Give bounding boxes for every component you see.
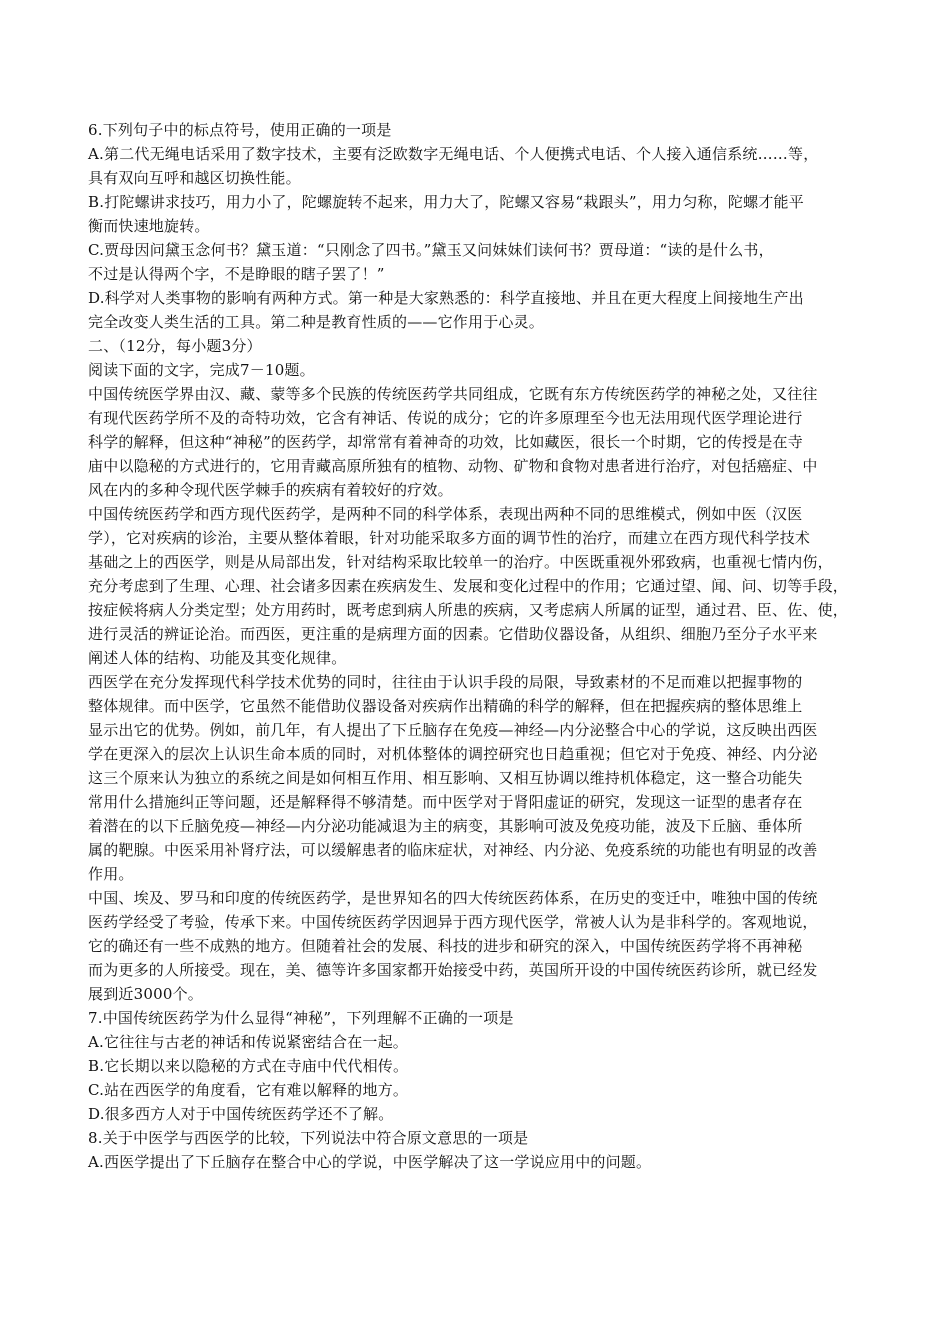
question-8 — [88, 1126, 874, 1174]
paragraph-line: 展到近3000个。 — [88, 985, 203, 1003]
paragraph-line: 医药学经受了考验，传承下来。中国传统医药学因迥异于西方现代医学，常被人认为是非科学的。客观地说， — [88, 913, 818, 931]
paragraph-line: 西医学在充分发挥现代科学技术优势的同时，往往由于认识手段的局限，导致素材的不足而难以把握事物的 — [88, 673, 803, 691]
option-c — [88, 238, 874, 286]
paragraph-line: 属的靶腺。中医采用补肾疗法，可以缓解患者的临床症状，对神经、内分泌、免疫系统的功能也有明显的改善 — [88, 841, 818, 859]
paragraph-line: 充分考虑到了生理、心理、社会诸多因素在疾病发生、发展和变化过程中的作用；它通过望、闻、问、切等手段， — [88, 577, 849, 595]
option-b — [88, 190, 874, 238]
option-line: 具有双向互呼和越区切换性能。 — [88, 169, 301, 187]
option-line: D.科学对人类事物的影响有两种方式。第一种是大家熟悉的：科学直接地、并且在更大程度上间接地生产出 — [88, 289, 804, 307]
paragraph-line: 风在内的多种令现代医学棘手的疾病有着较好的疗效。 — [88, 481, 453, 499]
paragraph-line: 按症候将病人分类定型；处方用药时，既考虑到病人所患的疾病，又考虑病人所属的证型，通过君、臣、佐、使， — [88, 601, 849, 619]
option-d — [88, 286, 874, 334]
option-d: D.很多西方人对于中国传统医药学还不了解。 — [88, 1105, 394, 1123]
passage-paragraph-4 — [88, 886, 874, 1006]
question-stem: 7.中国传统医药学为什么显得“神秘”，下列理解不正确的一项是 — [88, 1009, 514, 1027]
paragraph-line: 而为更多的人所接受。现在，美、德等许多国家都开始接受中药，英国所开设的中国传统医药诊所，就已经发 — [88, 961, 818, 979]
paragraph-line: 中国传统医药学和西方现代医药学，是两种不同的科学体系，表现出两种不同的思维模式，例如中医（汉医 — [88, 505, 803, 523]
paragraph-line: 着潜在的以下丘脑免疫—神经—内分泌功能减退为主的病变，其影响可波及免疫功能，波及下丘脑、垂体所 — [88, 817, 803, 835]
option-a: A.西医学提出了下丘脑存在整合中心的学说，中医学解决了这一学说应用中的问题。 — [88, 1153, 652, 1171]
paragraph-line: 这三个原来认为独立的系统之间是如何相互作用、相互影响、又相互协调以维持机体稳定，这一整合功能失 — [88, 769, 803, 787]
option-line: 不过是认得两个字，不是睁眼的瞎子罢了！” — [88, 265, 385, 283]
passage-paragraph-1 — [88, 382, 874, 502]
passage-paragraph-2 — [88, 502, 874, 670]
paragraph-line: 学在更深入的层次上认识生命本质的同时，对机体整体的调控研究也日趋重视；但它对于免疫、神经、内分泌 — [88, 745, 818, 763]
reading-passage — [88, 382, 874, 1006]
exam-page — [88, 118, 874, 1174]
paragraph-line: 整体规律。而中医学，它虽然不能借助仪器设备对疾病作出精确的科学的解释，但在把握疾病的整体思维上 — [88, 697, 803, 715]
question-6 — [88, 118, 874, 334]
option-line: B.打陀螺讲求技巧，用力小了，陀螺旋转不起来，用力大了，陀螺又容易“栽跟头”，用力匀称，陀螺才能平 — [88, 193, 804, 211]
option-line: C.贾母因问黛玉念何书？黛玉道：“只刚念了四书。”黛玉又问妹妹们读何书？贾母道：“读的是什么书， — [88, 241, 774, 259]
option-line: 完全改变人类生活的工具。第二种是教育性质的——它作用于心灵。 — [88, 313, 545, 331]
paragraph-line: 阐述人体的结构、功能及其变化规律。 — [88, 649, 347, 667]
option-a — [88, 142, 874, 190]
option-line: A.第二代无绳电话采用了数字技术，主要有泛欧数字无绳电话、个人便携式电话、个人接入通信系统……等， — [88, 145, 819, 163]
paragraph-line: 常用什么措施纠正等问题，还是解释得不够清楚。而中医学对于肾阳虚证的研究，发现这一证型的患者存在 — [88, 793, 803, 811]
option-line: 衡而快速地旋转。 — [88, 217, 210, 235]
option-b: B.它长期以来以隐秘的方式在寺庙中代代相传。 — [88, 1057, 409, 1075]
section-instruction: 阅读下面的文字，完成7－10题。 — [88, 361, 315, 379]
question-stem: 6.下列句子中的标点符号，使用正确的一项是 — [88, 121, 392, 139]
paragraph-line: 它的确还有一些不成熟的地方。但随着社会的发展、科技的进步和研究的深入，中国传统医药学将不再神秘 — [88, 937, 803, 955]
question-stem: 8.关于中医学与西医学的比较，下列说法中符合原文意思的一项是 — [88, 1129, 529, 1147]
paragraph-line: 科学的解释，但这种“神秘”的医药学，却常常有着神奇的功效，比如藏医，很长一个时期，它的传授是在寺 — [88, 433, 803, 451]
paragraph-line: 学），它对疾病的诊治，主要从整体着眼，针对功能采取多方面的调节性的治疗，而建立在西方现代科学技术 — [88, 529, 811, 547]
paragraph-line: 进行灵活的辨证论治。而西医，更注重的是病理方面的因素。它借助仪器设备，从组织、细胞乃至分子水平来 — [88, 625, 818, 643]
paragraph-line: 中国传统医学界由汉、藏、蒙等多个民族的传统医药学共同组成，它既有东方传统医药学的神秘之处，又往往 — [88, 385, 818, 403]
paragraph-line: 作用。 — [88, 865, 134, 883]
option-c: C.站在西医学的角度看，它有难以解释的地方。 — [88, 1081, 409, 1099]
paragraph-line: 庙中以隐秘的方式进行的，它用青藏高原所独有的植物、动物、矿物和食物对患者进行治疗，对包括癌症、中 — [88, 457, 818, 475]
option-a: A.它往往与古老的神话和传说紧密结合在一起。 — [88, 1033, 409, 1051]
paragraph-line: 中国、埃及、罗马和印度的传统医药学，是世界知名的四大传统医药体系，在历史的变迁中，唯独中国的传统 — [88, 889, 818, 907]
paragraph-line: 基础之上的西医学，则是从局部出发，针对结构采取比较单一的治疗。中医既重视外邪致病，也重视七情内伤， — [88, 553, 833, 571]
paragraph-line: 有现代医药学所不及的奇特功效，它含有神话、传说的成分；它的许多原理至今也无法用现代医学理论进行 — [88, 409, 803, 427]
question-7 — [88, 1006, 874, 1126]
passage-paragraph-3 — [88, 670, 874, 886]
paragraph-line: 显示出它的优势。例如，前几年，有人提出了下丘脑存在免疫—神经—内分泌整合中心的学说，这反映出西医 — [88, 721, 818, 739]
section-heading: 二、（12分，每小题3分） — [88, 337, 262, 355]
